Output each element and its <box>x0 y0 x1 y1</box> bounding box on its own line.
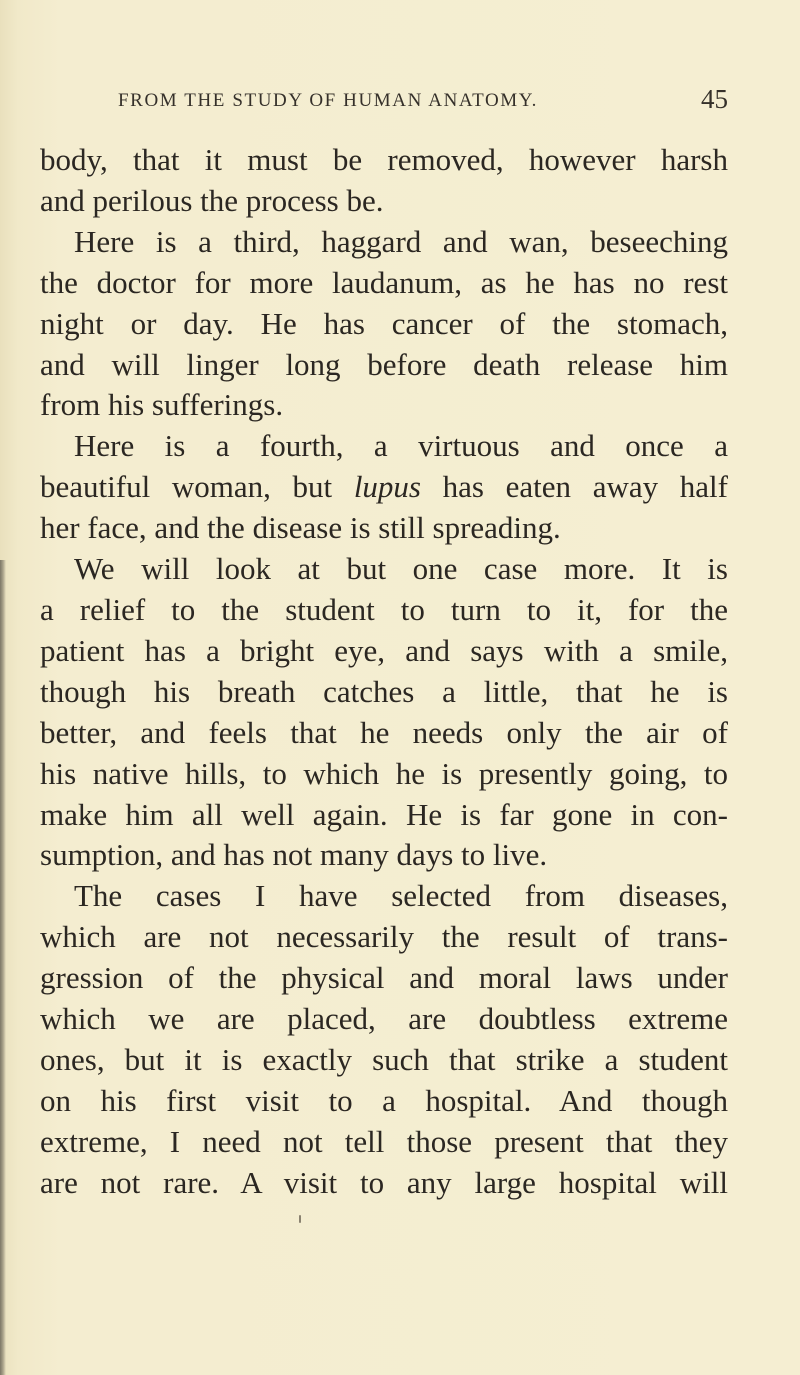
text-line: are not rare. A visit to any large hospital will <box>40 1164 728 1200</box>
text-line: though his breath catches a little, that he is <box>40 673 728 709</box>
page-header <box>118 84 728 120</box>
text-line: make him all well again. He is far gone in con- <box>40 796 728 832</box>
text-line: the doctor for more laudanum, as he has no rest <box>40 264 728 300</box>
text-line: from his sufferings. <box>40 387 284 423</box>
text-line: on his first visit to a hospital. And though <box>40 1082 728 1118</box>
text-line: which are not necessarily the result of trans- <box>40 919 728 955</box>
text-line: his native hills, to which he is presently going, to <box>40 755 728 791</box>
page-edge-shadow <box>0 560 6 1375</box>
text-line: and will linger long before death release him <box>40 346 728 382</box>
text-line: better, and feels that he needs only the air of <box>40 714 728 750</box>
text-line: gression of the physical and moral laws under <box>40 960 728 996</box>
text-line: extreme, I need not tell those present that they <box>40 1123 728 1159</box>
text-segment: beautiful woman, but <box>40 469 333 505</box>
running-head: FROM THE STUDY OF HUMAN ANATOMY. <box>118 90 539 111</box>
text-line-with-italic <box>40 467 728 508</box>
text-line: sumption, and has not many days to live. <box>40 837 548 873</box>
text-line: The cases I have selected from diseases, <box>74 878 728 914</box>
text-line: Here is a fourth, a virtuous and once a <box>74 428 728 464</box>
text-line: which we are placed, are doubtless extreme <box>40 1001 728 1037</box>
text-line: her face, and the disease is still spreading. <box>40 510 561 546</box>
text-line: and perilous the process be. <box>40 182 384 218</box>
body-text <box>40 140 728 1204</box>
text-segment: has eaten away half <box>442 469 728 505</box>
text-line: Here is a third, haggard and wan, beseeching <box>74 223 728 259</box>
text-line: ones, but it is exactly such that strike a student <box>40 1041 728 1077</box>
text-line: patient has a bright eye, and says with a smile, <box>40 632 728 668</box>
text-line: We will look at but one case more. It is <box>74 551 728 587</box>
italic-term: lupus <box>353 469 421 505</box>
text-line: night or day. He has cancer of the stomach, <box>40 305 728 341</box>
ink-speck <box>299 1215 301 1223</box>
text-line: a relief to the student to turn to it, for the <box>40 591 728 627</box>
page-number: 45 <box>701 84 728 114</box>
text-line: body, that it must be removed, however harsh <box>40 142 728 177</box>
